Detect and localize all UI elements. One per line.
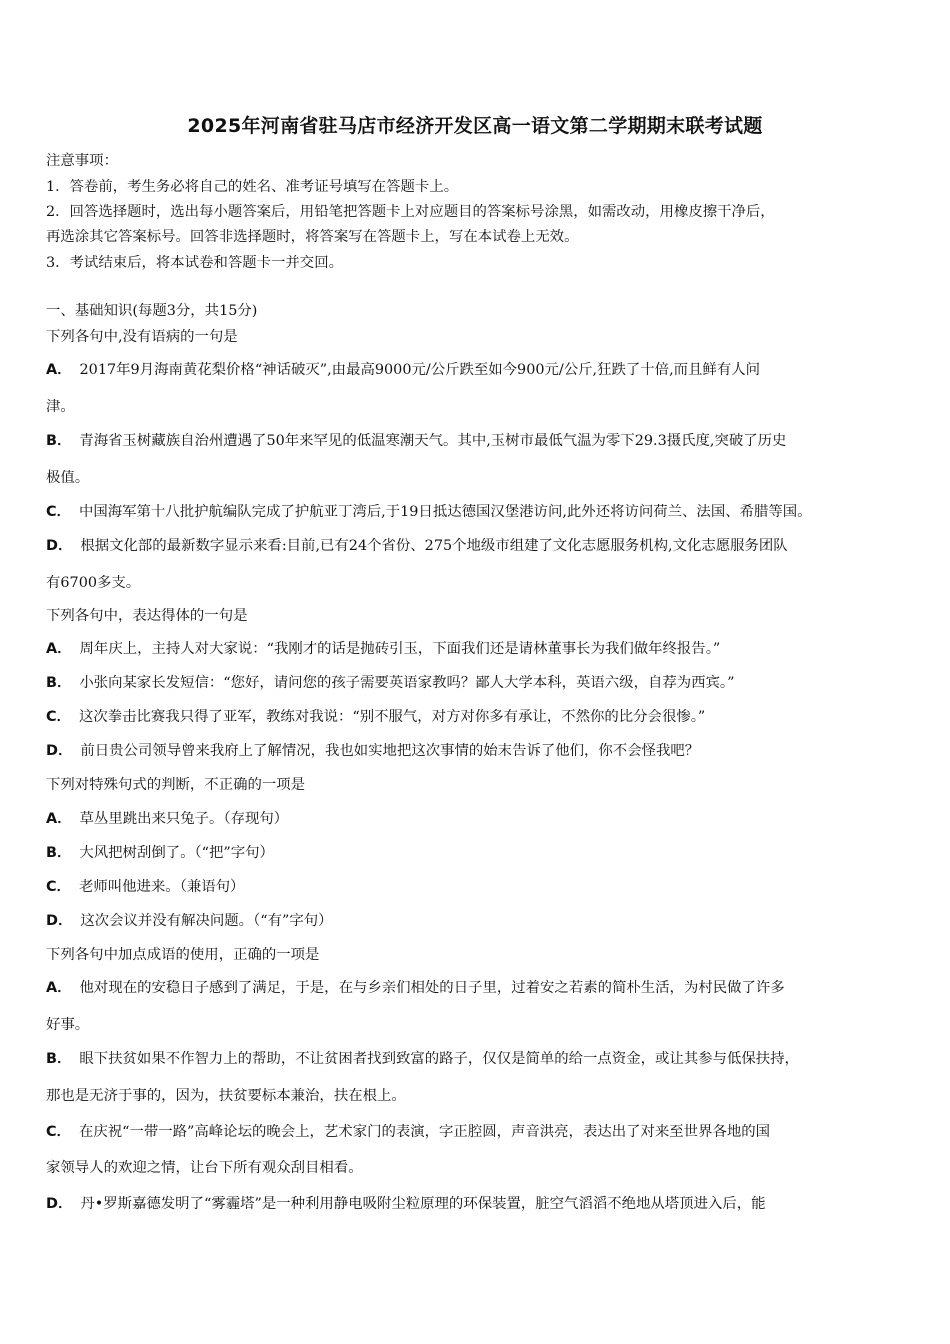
option-text: 小张向某家长发短信：“您好，请问您的孩子需要英语家教吗？鄙人大学本科，英语六级，自荐为西宾。”: [79, 675, 735, 691]
option-a: [46, 640, 720, 658]
notice-item: 再选涂其它答案标号。回答非选择题时，将答案写在答题卡上，写在本试卷上无效。: [46, 229, 579, 245]
option-text: 在庆祝“一带一路”高峰论坛的晚会上，艺术家门的表演，字正腔圆，声音洪亮，表达出了对来至世界各地的国: [78, 1124, 771, 1140]
notice-item: 3．考试结束后，将本试卷和答题卡一并交回。: [46, 255, 343, 271]
option-b: [46, 1050, 799, 1068]
option-text: 大风把树刮倒了。（“把”字句）: [79, 845, 274, 861]
option-label: D．: [46, 913, 73, 929]
option-text: 这次拳击比赛我只得了亚军，教练对我说：“别不服气，对方对你多有承让，不然你的比分会很惨。”: [78, 709, 706, 725]
option-continuation: 家领导人的欢迎之情，让台下所有观众刮目相看。: [46, 1160, 363, 1176]
option-label: D．: [46, 1196, 73, 1212]
notice-heading: 注意事项：: [46, 153, 118, 169]
option-text: 草丛里跳出来只兔子。（存现句）: [79, 811, 289, 827]
option-label: A．: [46, 641, 72, 657]
option-label: C．: [46, 504, 71, 520]
option-continuation: 有6700多支。: [46, 575, 141, 591]
question-stem: 下列各句中,没有语病的一句是: [46, 329, 238, 345]
option-b: [46, 674, 734, 692]
option-d: [46, 742, 699, 760]
option-continuation: 好事。: [46, 1017, 90, 1033]
option-text: 前日贵公司领导曾来我府上了解情况，我也如实地把这次事情的始末告诉了他们，你不会怪我吧？: [80, 743, 700, 759]
option-label: C．: [46, 879, 71, 895]
option-b: [46, 844, 274, 862]
question-stem: 下列各句中，表达得体的一句是: [46, 608, 248, 624]
option-d: [46, 537, 788, 555]
option-c: [46, 1123, 770, 1141]
option-a: [46, 361, 760, 379]
option-text: 周年庆上，主持人对大家说：“我刚才的话是抛砖引玉，下面我们还是请林董事长为我们做年终报告。”: [79, 641, 721, 657]
option-label: B．: [46, 433, 72, 449]
option-b: [46, 432, 786, 450]
option-label: A．: [46, 362, 72, 378]
option-text: 老师叫他进来。（兼语句）: [78, 879, 245, 895]
option-text: 这次会议并没有解决问题。（“有”字句）: [80, 913, 333, 929]
question-stem: 下列各句中加点成语的使用，正确的一项是: [46, 947, 320, 963]
option-text: 青海省玉树藏族自治州遭遇了50年来罕见的低温寒潮天气。其中,玉树市最低气温为零下29.3摄氏度,突破了历史: [79, 433, 787, 449]
option-a: [46, 810, 288, 828]
option-label: D．: [46, 743, 73, 759]
option-label: B．: [46, 1051, 72, 1067]
notice-item: 2．回答选择题时，选出每小题答案后，用铅笔把答题卡上对应题目的答案标号涂黑，如需改动，用橡皮擦干净后，: [46, 204, 775, 220]
option-text: 中国海军第十八批护航编队完成了护航亚丁湾后,于19日抵达德国汉堡港访问,此外还将访问荷兰、法国、希腊等国。: [78, 504, 812, 520]
option-label: A．: [46, 811, 72, 827]
option-text: 眼下扶贫如果不作智力上的帮助，不让贫困者找到致富的路子，仅仅是简单的给一点资金，或让其参与低保扶持，: [79, 1051, 799, 1067]
section-heading: 一、基础知识(每题3分，共15分): [46, 303, 258, 319]
option-d: [46, 1195, 766, 1213]
page-title: 2025年河南省驻马店市经济开发区高一语文第二学期期末联考试题: [187, 115, 763, 137]
option-label: C．: [46, 1124, 71, 1140]
option-text: 丹•罗斯嘉德发明了“雾霾塔”是一种利用静电吸附尘粒原理的环保装置，脏空气滔滔不绝地从塔顶进入后，能: [80, 1196, 766, 1212]
option-d: [46, 912, 333, 930]
option-a: [46, 979, 785, 997]
option-label: B．: [46, 845, 72, 861]
option-continuation: 那也是无济于事的，因为，扶贫要标本兼治，扶在根上。: [46, 1088, 406, 1104]
option-label: C．: [46, 709, 71, 725]
option-label: A．: [46, 980, 72, 996]
option-label: B．: [46, 675, 72, 691]
option-continuation: 极值。: [46, 470, 90, 486]
question-stem: 下列对特殊句式的判断，不正确的一项是: [46, 777, 306, 793]
option-c: [46, 878, 244, 896]
option-text: 根据文化部的最新数字显示来看:目前,已有24个省份、275个地级市组建了文化志愿服务机构,文化志愿服务团队: [80, 538, 788, 554]
option-label: D．: [46, 538, 73, 554]
notice-item: 1．答卷前，考生务必将自己的姓名、准考证号填写在答题卡上。: [46, 179, 459, 195]
option-c: [46, 708, 705, 726]
option-text: 2017年9月海南黄花梨价格“神话破灭”,由最高9000元/公斤跌至如今900元/公斤,狂跌了十倍,而且鲜有人问: [79, 362, 760, 378]
option-text: 他对现在的安稳日子感到了满足，于是，在与乡亲们相处的日子里，过着安之若素的简朴生活，为村民做了许多: [79, 980, 785, 996]
option-c: [46, 503, 812, 521]
option-continuation: 津。: [46, 399, 75, 415]
